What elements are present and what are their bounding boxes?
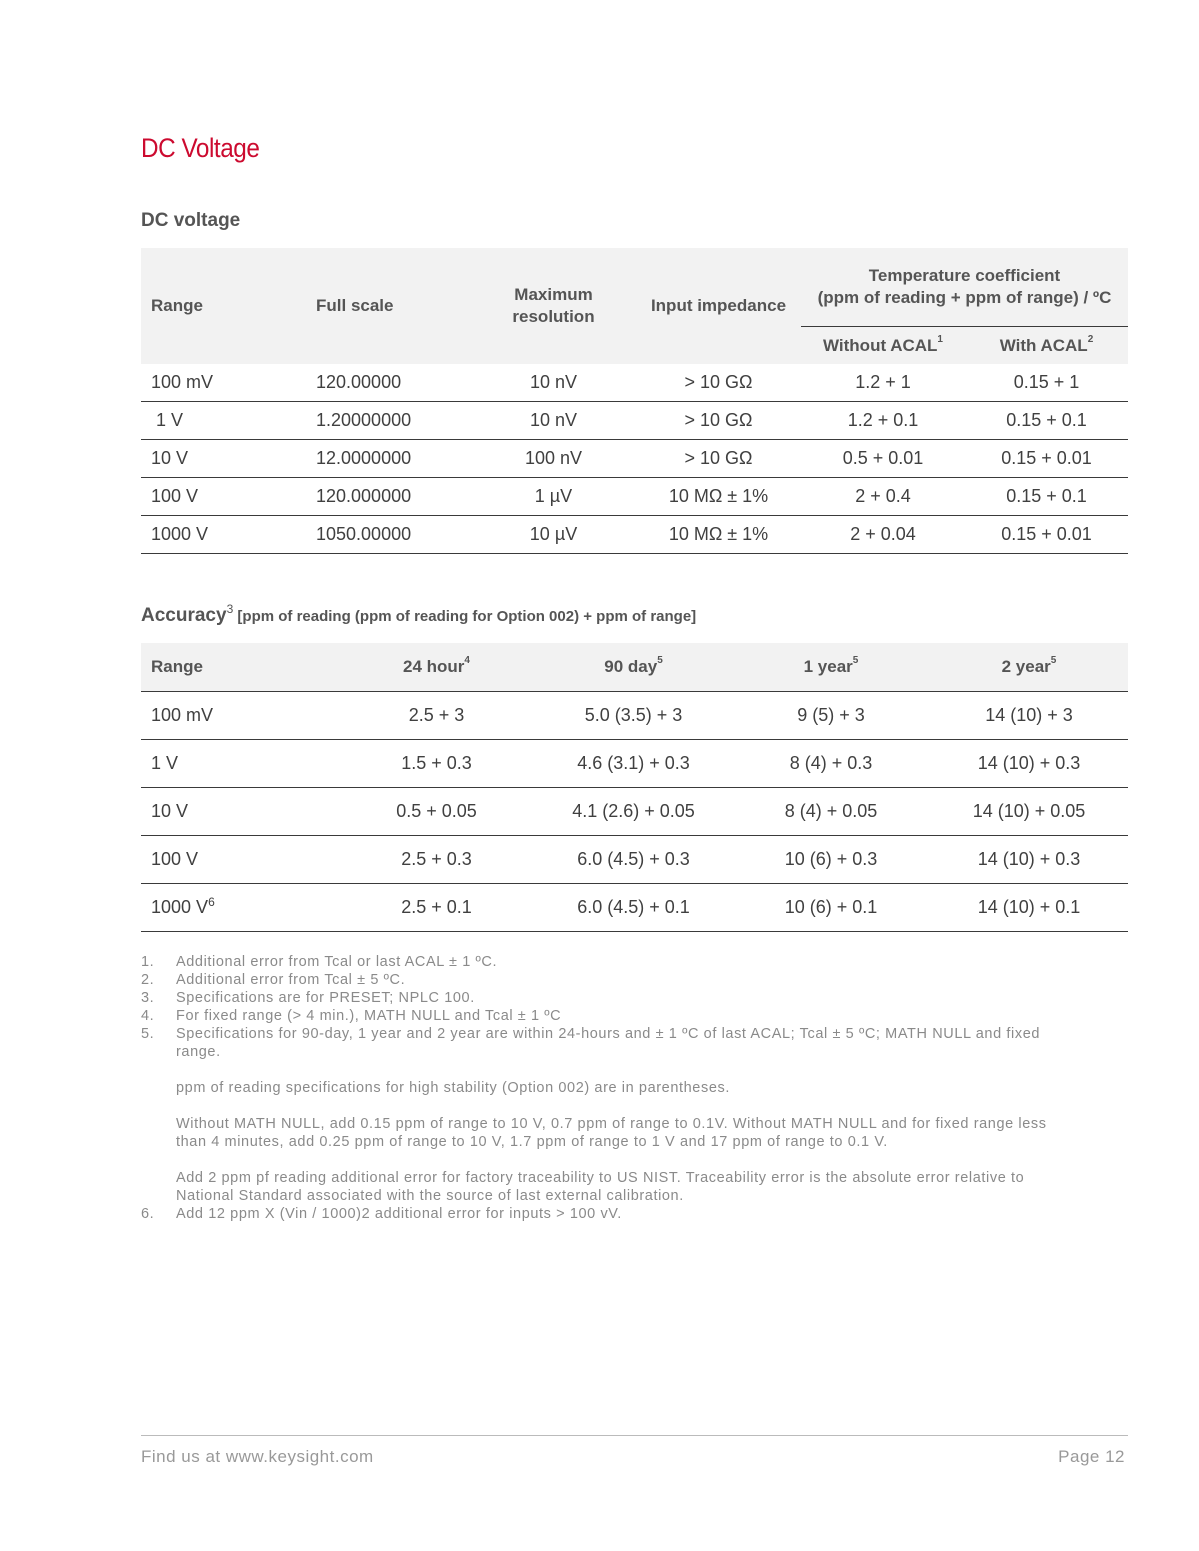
header-label: 1 year: [803, 657, 853, 676]
table-cell: 2 + 0.04: [801, 516, 965, 554]
table-cell: 10 µV: [471, 516, 636, 554]
table-cell: 1000 V: [141, 516, 306, 554]
table-cell: 0.5 + 0.05: [338, 788, 535, 836]
footnote-paragraph: Without MATH NULL, add 0.15 ppm of range to 10 V, 0.7 ppm of range to 0.1V. Without MATH NULL and for fixed range less than 4 minutes, add 0.25 ppm of range to 10 V, 1.7 ppm of range to 1 V and 17 ppm of range to 0.1 V.: [176, 1116, 1047, 1150]
accuracy-header-cell: [141, 643, 338, 692]
footnote-number: 3.: [141, 990, 155, 1006]
table-row: [141, 692, 1128, 740]
table-cell: 2.5 + 0.1: [338, 884, 535, 932]
footnote-item: [141, 1205, 1061, 1223]
table-cell: > 10 GΩ: [636, 440, 801, 478]
footnote-paragraph: For fixed range (> 4 min.), MATH NULL and Tcal ± 1 ºC: [176, 1008, 562, 1024]
accuracy-header-cell: [732, 643, 930, 692]
footnote-paragraph: Additional error from Tcal ± 5 ºC.: [176, 972, 406, 988]
header-range: Range: [141, 248, 306, 364]
footnote-paragraph: Specifications for 90-day, 1 year and 2 year are within 24-hours and ± 1 ºC of last ACAL; Tcal ± 5 ºC; MATH NULL and fixed range.: [176, 1026, 1041, 1060]
header-label: 90 day: [604, 657, 658, 676]
table-row: [141, 516, 1128, 554]
table-row: [141, 478, 1128, 516]
footnote-body: [176, 989, 1061, 1007]
table-cell: 100 mV: [141, 364, 306, 402]
table-cell: 10 V: [141, 440, 306, 478]
table-cell: 100 nV: [471, 440, 636, 478]
table-cell: 0.15 + 0.1: [965, 402, 1128, 440]
table-cell: 1.2 + 1: [801, 364, 965, 402]
accuracy-title-text: Accuracy: [141, 605, 227, 626]
paragraph-gap: [176, 1151, 1061, 1169]
accuracy-title: [141, 602, 697, 627]
table-cell: 0.5 + 0.01: [801, 440, 965, 478]
table-row: [141, 402, 1128, 440]
table-cell: 10 (6) + 0.1: [732, 884, 930, 932]
table-cell: 14 (10) + 0.3: [930, 836, 1128, 884]
footnote-body: [176, 1025, 1061, 1205]
table-cell: 1 µV: [471, 478, 636, 516]
table-cell: 1050.00000: [306, 516, 471, 554]
header-max-resolution-text: Maximum resolution: [512, 285, 595, 326]
table-cell: 14 (10) + 3: [930, 692, 1128, 740]
table-cell: 0.15 + 1: [965, 364, 1128, 402]
header-label: 2 year: [1001, 657, 1051, 676]
footnote-number: 6.: [141, 1206, 155, 1222]
footnote-ref: 1: [937, 333, 943, 345]
table-cell: [141, 884, 338, 932]
footnote-paragraph: ppm of reading specifications for high stability (Option 002) are in parentheses.: [176, 1080, 730, 1096]
footnote-ref: 4: [464, 655, 470, 666]
table-cell: 2 + 0.4: [801, 478, 965, 516]
table-cell: 14 (10) + 0.1: [930, 884, 1128, 932]
footnote-item: [141, 1025, 1061, 1205]
accuracy-header-cell: [930, 643, 1128, 692]
header-without-acal-text: Without ACAL: [823, 335, 938, 355]
footnote-item: [141, 971, 1061, 989]
header-temp-coefficient: [801, 248, 1128, 327]
header-with-acal-text: With ACAL: [999, 335, 1088, 355]
table-cell: 1 V: [141, 402, 306, 440]
footnote-ref: 5: [1050, 655, 1057, 666]
table-row: [141, 364, 1128, 402]
footnote-ref: 5: [852, 655, 859, 666]
footnote-body: [176, 971, 1061, 989]
page-title: DC Voltage: [141, 133, 260, 163]
table-cell: 14 (10) + 0.05: [930, 788, 1128, 836]
table-cell: 4.6 (3.1) + 0.3: [535, 740, 732, 788]
table-cell: 12.0000000: [306, 440, 471, 478]
table-cell: 10 (6) + 0.3: [732, 836, 930, 884]
table-row: [141, 884, 1128, 932]
footnote-number: 5.: [141, 1026, 155, 1042]
section-title: DC voltage: [141, 210, 241, 231]
footnote-ref: 5: [657, 655, 663, 666]
table-cell: [141, 788, 338, 836]
table-cell: 10 nV: [471, 364, 636, 402]
table-cell: 1.5 + 0.3: [338, 740, 535, 788]
range-value: 10 V: [151, 801, 189, 821]
table-row: [141, 788, 1128, 836]
footnote-body: [176, 953, 1061, 971]
footnote-paragraph: Add 12 ppm X (Vin / 1000)2 additional error for inputs > 100 vV.: [176, 1206, 622, 1222]
range-value: 1000 V: [151, 897, 209, 917]
table-cell: > 10 GΩ: [636, 364, 801, 402]
accuracy-table: [141, 643, 1128, 932]
table-cell: 10 MΩ ± 1%: [636, 478, 801, 516]
footnote-ref: 6: [208, 895, 215, 909]
header-with-acal: [965, 327, 1128, 365]
table-row: [141, 836, 1128, 884]
table-cell: 8 (4) + 0.3: [732, 740, 930, 788]
table-cell: [141, 740, 338, 788]
table-cell: 10 nV: [471, 402, 636, 440]
footnote-paragraph: Add 2 ppm pf reading additional error for factory traceability to US NIST. Traceability error is the absolute error relative to National Standard associated with the source of last external calibration.: [176, 1170, 1025, 1204]
footnote-number: 2.: [141, 972, 155, 988]
header-full-scale: Full scale: [306, 248, 471, 364]
footer-page-number: Page 12: [1058, 1447, 1125, 1466]
table-cell: 0.15 + 0.1: [965, 478, 1128, 516]
table-cell: 0.15 + 0.01: [965, 440, 1128, 478]
table-row: [141, 740, 1128, 788]
footnote-ref: 2: [1087, 333, 1094, 345]
footnote-number: 4.: [141, 1008, 155, 1024]
table-cell: > 10 GΩ: [636, 402, 801, 440]
table-cell: 120.000000: [306, 478, 471, 516]
accuracy-header-cell: [338, 643, 535, 692]
table-cell: 120.00000: [306, 364, 471, 402]
footnote-body: [176, 1205, 1061, 1223]
footnote-ref: 3: [226, 602, 234, 616]
table-cell: 14 (10) + 0.3: [930, 740, 1128, 788]
accuracy-header-cell: [535, 643, 732, 692]
footer-divider: [141, 1435, 1128, 1436]
table-cell: 4.1 (2.6) + 0.05: [535, 788, 732, 836]
table-cell: 6.0 (4.5) + 0.3: [535, 836, 732, 884]
header-without-acal: [801, 327, 965, 365]
paragraph-gap: [176, 1097, 1061, 1115]
accuracy-subtitle: [ppm of reading (ppm of reading for Option 002) + ppm of range]: [233, 608, 697, 625]
header-temp-coef-line1: Temperature coefficient: [868, 266, 1061, 285]
header-temp-coef-line2: (ppm of reading + ppm of range) / ºC: [817, 288, 1112, 307]
table-cell: 10 MΩ ± 1%: [636, 516, 801, 554]
dc-voltage-table: [141, 248, 1128, 554]
table-cell: 1.20000000: [306, 402, 471, 440]
table-cell: 1.2 + 0.1: [801, 402, 965, 440]
paragraph-gap: [176, 1061, 1061, 1079]
footnote-body: [176, 1007, 1061, 1025]
table-cell: 8 (4) + 0.05: [732, 788, 930, 836]
footnote-number: 1.: [141, 954, 155, 970]
table-cell: [141, 836, 338, 884]
range-value: 100 V: [151, 849, 199, 869]
table-cell: 0.15 + 0.01: [965, 516, 1128, 554]
table-row: [141, 440, 1128, 478]
footnote-item: [141, 953, 1061, 971]
table-cell: 6.0 (4.5) + 0.1: [535, 884, 732, 932]
table-cell: 2.5 + 3: [338, 692, 535, 740]
header-input-impedance: Input impedance: [636, 248, 801, 364]
footnote-paragraph: Additional error from Tcal or last ACAL ± 1 ºC.: [176, 954, 498, 970]
footnote-paragraph: Specifications are for PRESET; NPLC 100.: [176, 990, 475, 1006]
footnotes: [141, 953, 1061, 1223]
header-label: Range: [151, 657, 203, 676]
header-max-resolution: [471, 248, 636, 364]
range-value: 1 V: [151, 753, 179, 773]
table-cell: 100 V: [141, 478, 306, 516]
table-cell: [141, 692, 338, 740]
table-cell: 2.5 + 0.3: [338, 836, 535, 884]
footnote-item: [141, 1007, 1061, 1025]
table-cell: 5.0 (3.5) + 3: [535, 692, 732, 740]
footer-website: Find us at www.keysight.com: [141, 1447, 374, 1466]
header-label: 24 hour: [403, 657, 465, 676]
footnote-item: [141, 989, 1061, 1007]
range-value: 100 mV: [151, 705, 214, 725]
table-cell: 9 (5) + 3: [732, 692, 930, 740]
